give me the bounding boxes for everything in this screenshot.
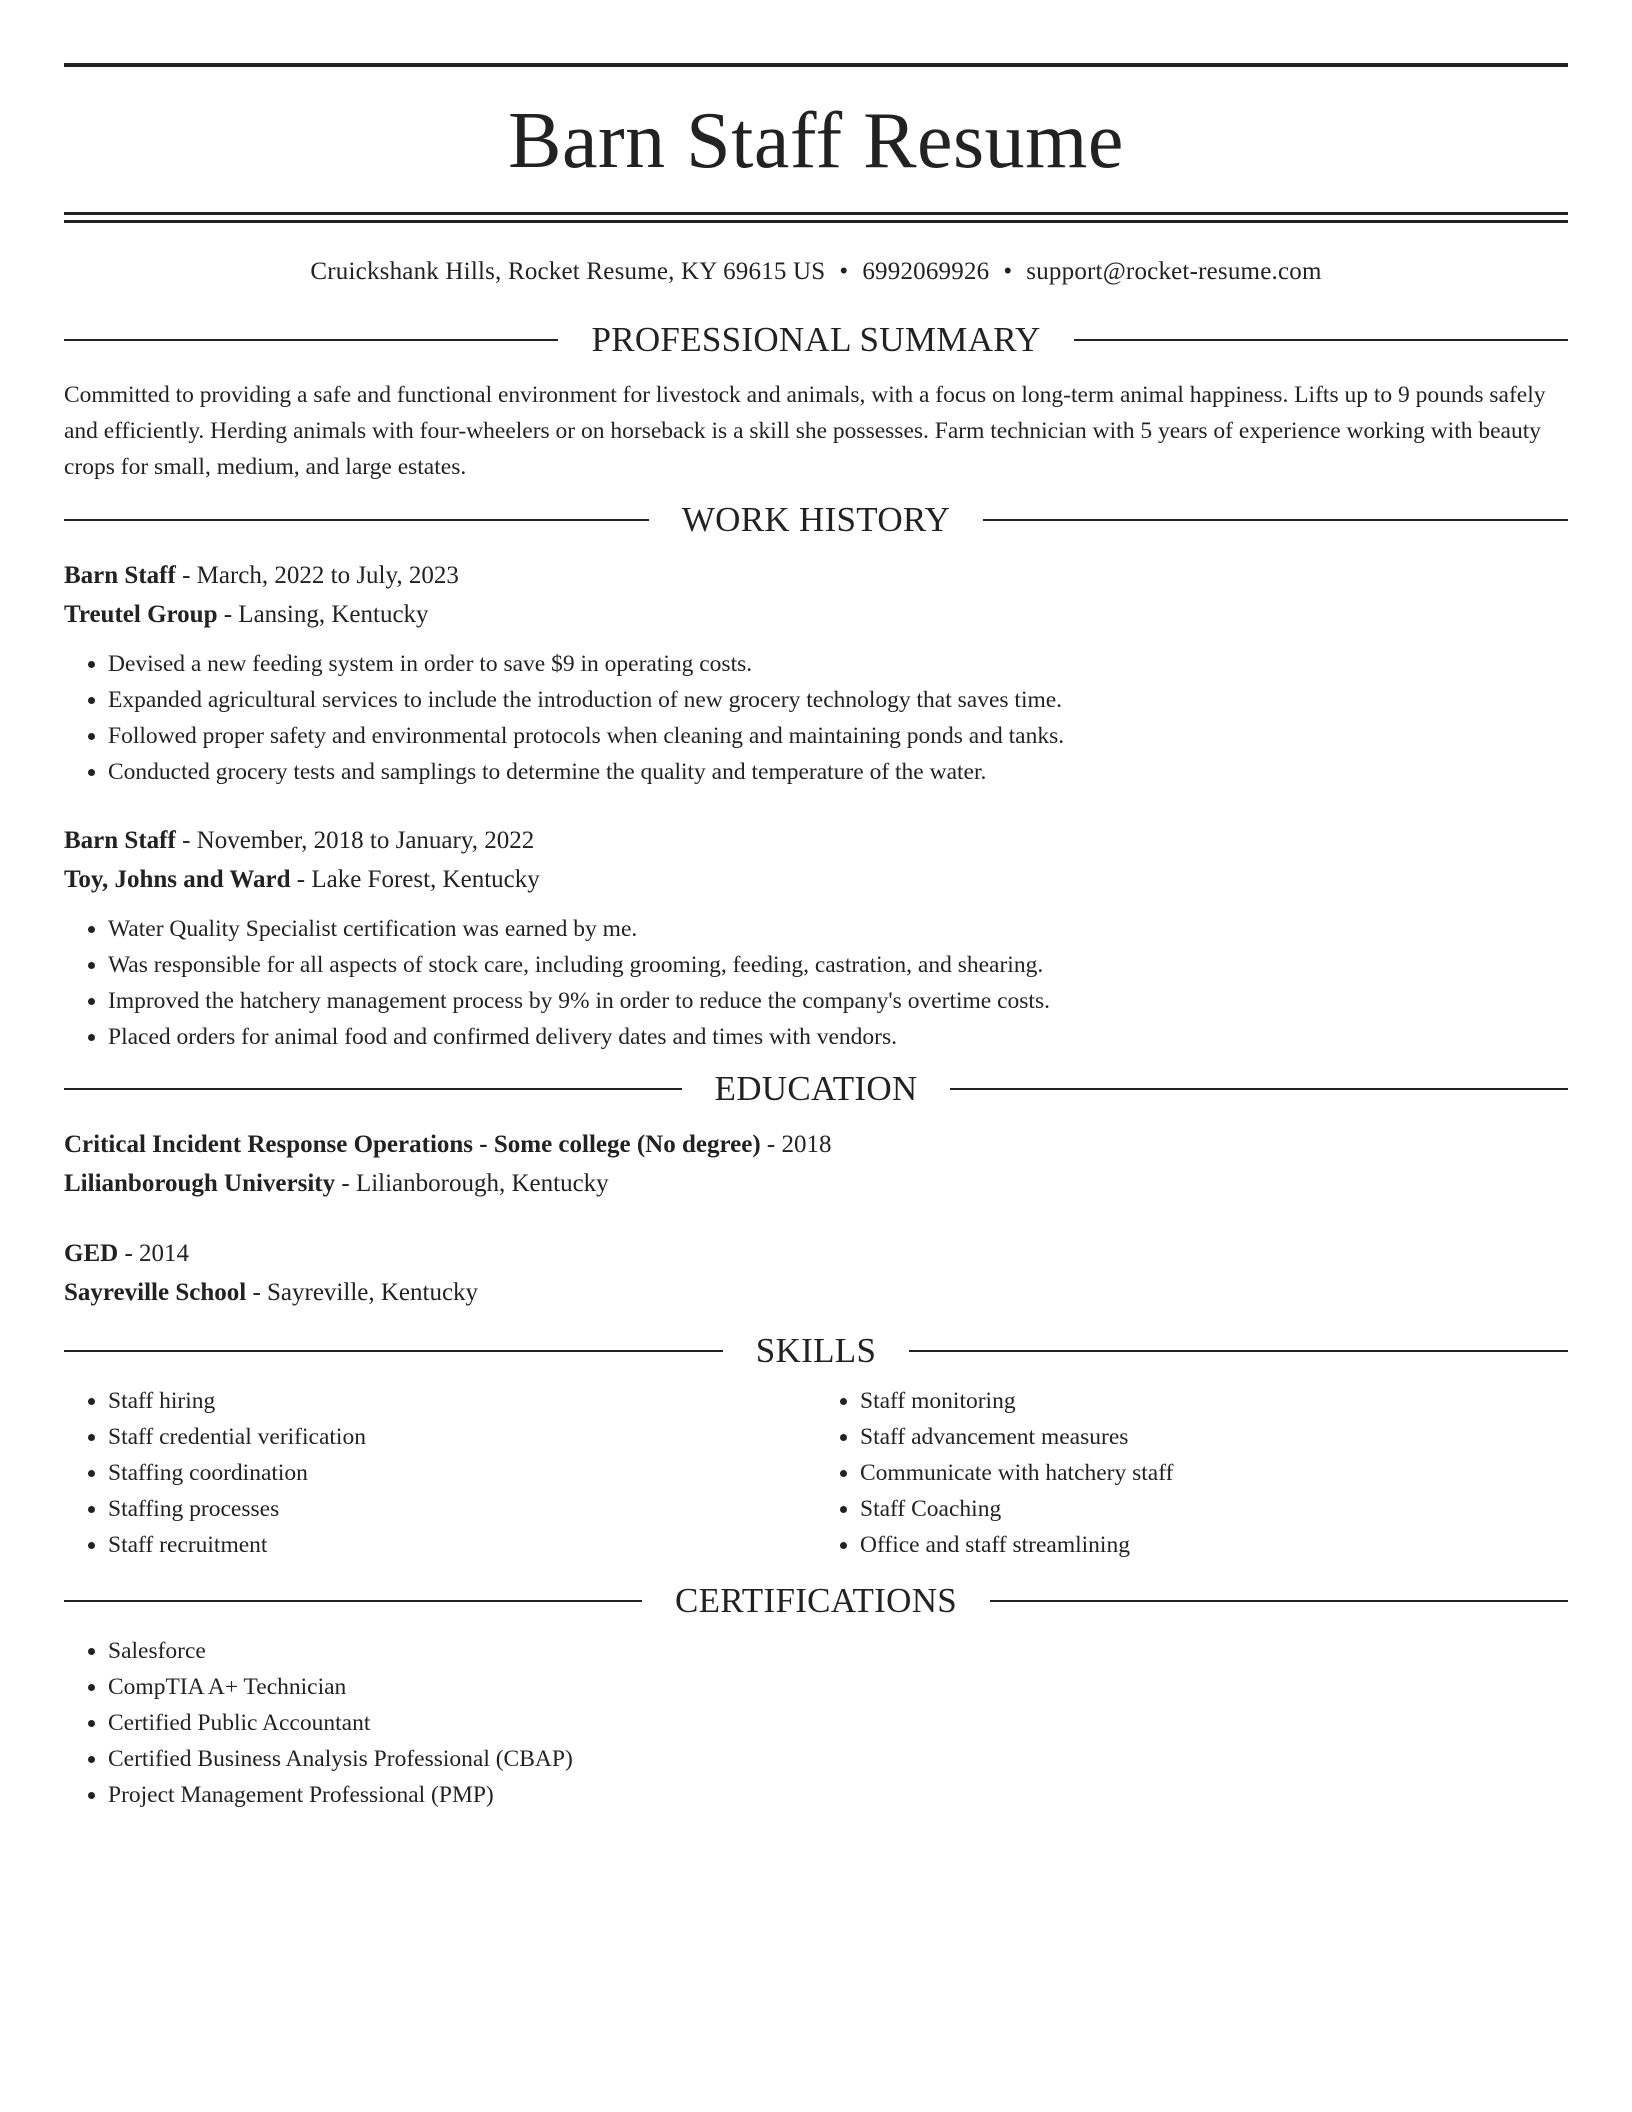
school-location: - Sayreville, Kentucky (246, 1279, 479, 1306)
certification-item: • Certified Business Analysis Professional (CBAP) (108, 1741, 1568, 1777)
education-entry (64, 1125, 1568, 1203)
heading-rule (64, 1088, 682, 1090)
certification-item: • Project Management Professional (PMP) (108, 1777, 1568, 1813)
job-dates: - March, 2022 to July, 2023 (175, 562, 459, 589)
degree-line (64, 1125, 1568, 1164)
education-entry (64, 1234, 1568, 1312)
section-heading-work-history (64, 500, 1568, 540)
skill-item: • Office and staff streamlining (860, 1527, 1568, 1563)
skill-item: • Staff monitoring (860, 1383, 1568, 1419)
school: Sayreville School (64, 1279, 247, 1306)
degree: GED (64, 1240, 119, 1267)
header-top-rule (64, 63, 1568, 67)
list-item: • Devised a new feeding system in order to save $9 in operating costs. (108, 646, 1568, 682)
heading-rule (983, 519, 1568, 521)
section-title: PROFESSIONAL SUMMARY (591, 320, 1041, 359)
list-item: • Expanded agricultural services to include the introduction of new grocery technology that saves time. (108, 682, 1568, 718)
contact-separator: • (839, 258, 849, 285)
section-heading-skills (64, 1331, 1568, 1371)
skill-item: • Staff hiring (108, 1383, 816, 1419)
job-bullets (64, 646, 1568, 790)
job-title-line (64, 821, 1568, 860)
job-title-line (64, 556, 1568, 595)
certification-item: • Certified Public Accountant (108, 1705, 1568, 1741)
heading-rule (990, 1600, 1568, 1602)
skill-item: • Staffing processes (108, 1491, 816, 1527)
skills-column-left (64, 1383, 816, 1563)
section-heading-summary (64, 320, 1568, 360)
section-title: WORK HISTORY (681, 500, 951, 539)
school-location: - Lilianborough, Kentucky (335, 1170, 609, 1197)
degree: Critical Incident Response Operations - Some college (No degree) (64, 1131, 761, 1158)
skill-item: • Staff Coaching (860, 1491, 1568, 1527)
school-line (64, 1273, 1568, 1312)
contact-phone: 6992069926 (862, 258, 990, 285)
contact-line (64, 257, 1568, 287)
skills-list (64, 1383, 1568, 1563)
skill-item: • Staff advancement measures (860, 1419, 1568, 1455)
section-title: EDUCATION (714, 1069, 918, 1108)
school: Lilianborough University (64, 1170, 336, 1197)
certification-item: • Salesforce (108, 1633, 1568, 1669)
page-title: Barn Staff Resume (508, 97, 1124, 185)
heading-rule (1074, 339, 1568, 341)
job-company: Treutel Group (64, 601, 218, 628)
section-title: SKILLS (755, 1331, 877, 1370)
summary-text: Committed to providing a safe and functional environment for livestock and animals, with a focus on long-term animal happiness. Lifts up to 9 pounds safely and efficiently. Herding animals with four-wheelers or on horseback is a skill she possesses. Farm technician with 5 years of experience working with beauty crops for small, medium, and large estates. (64, 382, 1546, 480)
skills-column-right (816, 1383, 1568, 1563)
job-location: - Lansing, Kentucky (217, 601, 429, 628)
section-heading-education (64, 1069, 1568, 1109)
list-item: • Placed orders for animal food and confirmed delivery dates and times with vendors. (108, 1019, 1568, 1055)
job-dates: - November, 2018 to January, 2022 (175, 827, 535, 854)
skill-item: • Communicate with hatchery staff (860, 1455, 1568, 1491)
section-title: CERTIFICATIONS (674, 1581, 958, 1620)
heading-rule (909, 1350, 1568, 1352)
contact-email: support@rocket-resume.com (1026, 258, 1322, 285)
list-item: • Conducted grocery tests and samplings to determine the quality and temperature of the water. (108, 754, 1568, 790)
certification-item: • CompTIA A+ Technician (108, 1669, 1568, 1705)
list-item: • Was responsible for all aspects of stock care, including grooming, feeding, castration, and shearing. (108, 947, 1568, 983)
skill-item: • Staff recruitment (108, 1527, 816, 1563)
job-location: - Lake Forest, Kentucky (290, 866, 540, 893)
certifications-list (64, 1633, 1568, 1813)
resume-page (64, 0, 1568, 1813)
heading-rule (64, 519, 649, 521)
section-heading-certifications (64, 1581, 1568, 1621)
contact-address: Cruickshank Hills, Rocket Resume, KY 69615 US (310, 258, 826, 285)
heading-rule (64, 1350, 723, 1352)
school-line (64, 1164, 1568, 1203)
list-item: • Water Quality Specialist certification was earned by me. (108, 911, 1568, 947)
skill-item: • Staff credential verification (108, 1419, 816, 1455)
job-company-line (64, 595, 1568, 634)
degree-year: - 2014 (118, 1240, 190, 1267)
list-item: • Followed proper safety and environmental protocols when cleaning and maintaining ponds and tanks. (108, 718, 1568, 754)
job-company-line (64, 860, 1568, 899)
contact-separator: • (1003, 258, 1013, 285)
skill-item: • Staffing coordination (108, 1455, 816, 1491)
degree-year: - 2018 (760, 1131, 832, 1158)
job-bullets (64, 911, 1568, 1055)
job-entry (64, 821, 1568, 1055)
heading-rule (64, 1600, 642, 1602)
job-entry (64, 556, 1568, 790)
degree-line (64, 1234, 1568, 1273)
heading-rule (64, 339, 558, 341)
header-double-rule (64, 212, 1568, 223)
job-title: Barn Staff (64, 827, 176, 854)
job-title: Barn Staff (64, 562, 176, 589)
heading-rule (950, 1088, 1568, 1090)
list-item: • Improved the hatchery management process by 9% in order to reduce the company's overtime costs. (108, 983, 1568, 1019)
job-company: Toy, Johns and Ward (64, 866, 291, 893)
